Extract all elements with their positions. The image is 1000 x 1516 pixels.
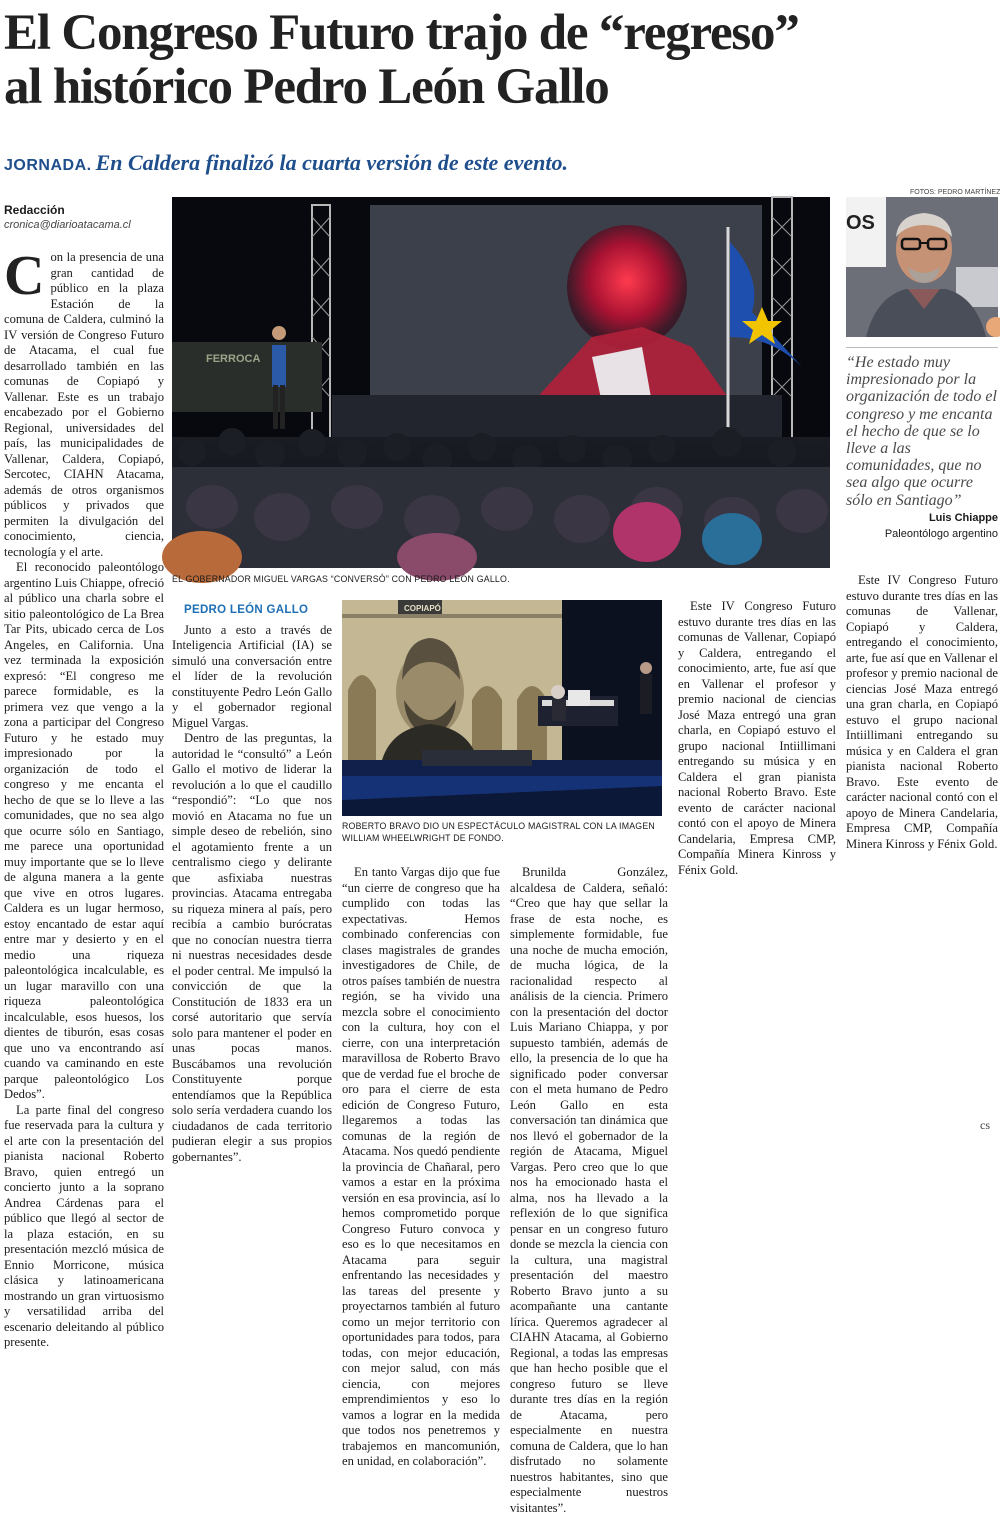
piano-photo-caption: ROBERTO BRAVO DIO UN ESPECTÁCULO MAGISTRAL CON LA IMAGEN WILLIAM WHEELWRIGHT DE FONDO. [342,821,655,843]
side-photo-portrait [846,197,998,337]
photo-credit: FOTOS: PEDRO MARTÍNEZ [910,189,1000,196]
side-rule [846,347,998,348]
body-column-5 [678,599,836,1132]
portrait-illustration [846,197,998,337]
body-paragraph-1: on la presencia de una gran cantidad de público en la plaza Estación de la comuna de Caldera, culminó la IV versión de Congreso Futuro de Atacama, el cual fue desarrollado también en las comunas de Copiapó y Vallenar. Este es un trabajo encabezado por el Gobierno Regional, universidades del país, las municipalidades de Vallenar, Caldera, Copiapó, Sercotec, CIAHN Atacama, además de otros organismos públicos y privados que permiten la divulgación del conocimiento, ciencia, tecnología y el arte. [4,250,164,559]
body-paragraph-5: Dentro de las preguntas, la autoridad le “consultó” a León Gallo el motivo de liderar la revolución a lo que el caudillo “respondió”: “Lo que nos movió en Atacama no fue un simple deseo de rebelión, sino el agotamiento frente a un centralismo ciego y delirante que asfixiaba nuestras provincias. Atacama entregaba su riqueza minera al país, pero recibía a cambio burócratas que no conocían nuestra tierra ni nuestras necesidades desde el poder central. Me impulsó la convicción de que la Constitución de 1833 era un corsé autoritario que servía solo para mantener el poder en unas pocas manos. Buscábamos una revolución Constituyente porque entendíamos que la República solo sería verdadera cuando los ciudadanos de cada territorio pudieran elegir a sus propios gobernantes”. [172,731,332,1164]
deck [4,150,996,176]
body-column-4 [510,865,668,1515]
headline [4,6,996,114]
quote-role: Paleontólogo argentino [884,528,998,540]
end-mark: cs [980,1118,990,1132]
piano-photo-sign: COPIAPÓ [404,604,441,613]
body-paragraph-4: Junto a esto a través de Inteligencia Artificial (IA) se simuló una conversación entre el líder de la revolución constituyente Pedro León Gallo y el gobernador regional Miguel Vargas. [172,622,332,730]
body-column-1 [4,245,164,1349]
subhead-pedro-leon-gallo: PEDRO LEÓN GALLO [184,604,309,616]
main-photo [172,197,830,568]
deck-text: En Caldera finalizó la cuarta versión de este evento. [95,150,568,175]
main-photo-illustration [172,197,830,568]
pull-quote: “He estado muy impresionado por la organización de todo el congreso y me encanta el hecho de que se lo lleve a las comunidades, que no sea algo que ocurre sólo en Santiago” [846,354,997,509]
byline-author: Redacción [4,203,65,217]
body-paragraph-closing: Este IV Congreso Futuro estuvo durante tres días en las comunas de Vallenar, Copiapó y Caldera, entregando el conocimiento, arte, fue así que en Vallenar el profesor y premio nacional de ciencias José Maza entregó una gran charla, en Copiapó estuvo el grupo nacional Intiillimani entregando su música y en Caldera el gran pianista nacional Roberto Bravo. Este evento de carácter nacional contó con el apoyo de Minera Candelaria, Empresa CMP, Compañía Minera Kinross y Fénix Gold. [846,573,998,851]
body-paragraph-6: En tanto Vargas dijo que fue “un cierre de congreso que ha cumplido con todas las expectativas. Hemos combinado conferencias con clases magistrales de grandes investigadores de Chile, de otros países también de nuestra región, se ha vivido una mezcla sobre el conocimiento con la cultura, hoy con el cierre, con una interpretación maravillosa de Roberto Bravo que de verdad fue el broche de oro para el cierre de esta edición de Congreso Futuro, llegaremos a todas las comunas de la región de Atacama. Nos quedó pendiente la provincia de Chañaral, pero vamos a estar en la próxima versión en esa provincia, así lo hemos comprometido porque Congreso Futuro convoca y eso es lo que necesitamos en Atacama para seguir enfrentando las necesidades y las tareas del presente y proyectarnos también al futuro como un mejor territorio con oportunidades para todos, para todas, con mejor educación, con mejor salud, con más ciencia, con mejores emprendimientos y eso lo vamos a lograr en la medida que todos nos penetremos y trabajemos en mancomunión, en unidad, en colaboración”. [342,865,500,1468]
side-photo-sign: OS [846,212,875,234]
body-paragraph-3: La parte final del congreso fue reservada para la cultura y el arte con la presentación del pianista nacional Roberto Bravo, quien entregó un concierto junto a la soprano Andrea Cárdenas para el público que llegó al sector de la plaza estación, en su presentación mezcló música de Ennio Morricone, música clásica y latinoamericana mostrando un gran virtuosismo y versatilidad arriba del escenario deleitando al público presente. [4,1102,164,1349]
headline-line-1: El Congreso Futuro trajo de “regreso” [4,5,799,61]
main-photo-caption: EL GOBERNADOR MIGUEL VARGAS “CONVERSÓ” CON PEDRO LEÓN GALLO. [172,574,510,584]
deck-kicker: JORNADA. [4,157,92,174]
body-column-6 [846,573,998,1132]
body-column-2 [172,597,332,1164]
piano-illustration [342,600,662,816]
byline-email[interactable]: cronica@diarioatacama.cl [4,219,131,231]
byline [4,203,164,231]
main-photo-sign: FERROCA [206,353,261,365]
body-column-3 [342,865,500,1468]
body-paragraph-2: El reconocido paleontólogo argentino Luis Chiappe, ofreció al público una charla sobre el sitio paleontológico de La Brea Tar Pits, ubicado cerca de Los Angeles, en California. Una vez terminada la exposición expresó: “El congreso me parece formidable, es la primera vez que vengo a la zona a participar del Congreso Futuro y he estado muy impresionado por la organización de todo el congreso y me encanta el hecho de que se lo lleve a las comunidades, que no sea algo que ocurre sólo en Santiago, me parece una oportunidad muy importante que se lo lleve de alguna manera a la gente que vive en otros lugares. Caldera es un lugar hermoso, estoy encantado de estar aquí entre mar y desierto y en el medio una riqueza paleontológica incalculable, es un lugar maravillo con una riqueza paleontológica incalculable, esos huesos, los dientes de tiburón, esas cosas que uno va encontrando así cuando va caminando en este parque paleontológico Los Dedos”. [4,560,164,1101]
quote-name: Luis Chiappe [928,512,998,524]
headline-line-2: al histórico Pedro León Gallo [4,59,609,115]
piano-photo [342,600,662,816]
body-paragraph-7: Brunilda González, alcaldesa de Caldera, señaló: “Creo que hay que sellar la frase de esta noche, es simplemente formidable, fue una noche de mucha emoción, de mucha lógica, de la racionalidad respecto al análisis de la ciencia. Primero con la presentación del doctor Luis Mariano Chiappa, y por supuesto también, además de ello, la presencia de lo que ha significado poder conversar con el meta humano de Pedro León Gallo en esta conversación tan dinámica que nos llevó el gobernador de la región de Atacama, Miguel Vargas. Pero creo que lo que nos ha emocionado hasta el alma, nos ha llevado a la reflexión de lo que significa pensar en un congreso futuro donde se mezcla la ciencia con la cultura, una magistral presentación del maestro Roberto Bravo junto a su acompañante una cantante lírica. Queremos agradecer al CIAHN Atacama, al Gobierno Regional, a todas las empresas que han hecho posible que el congreso futuro se lleve durante tres días en la región de Atacama, pero especialmente en nuestra comuna de Caldera, que lo han disfrutado no solamente nuestros habitantes, sino que especialmente nuestros visitantes”. [510,865,668,1515]
dropcap: C [4,245,45,307]
body-paragraph-8: Este IV Congreso Futuro estuvo durante tres días en las comunas de Vallenar, Copiapó y Caldera, entregando el conocimiento, arte, fue así que en Vallenar el profesor y premio nacional de ciencias José Maza entregó una gran charla, en Copiapó estuvo el grupo nacional Intiillimani entregando su música y en Caldera el gran pianista nacional Roberto Bravo. Este evento de carácter nacional contó con el apoyo de Minera Candelaria, Empresa CMP, Compañía Minera Kinross y Fénix Gold. [678,599,836,877]
